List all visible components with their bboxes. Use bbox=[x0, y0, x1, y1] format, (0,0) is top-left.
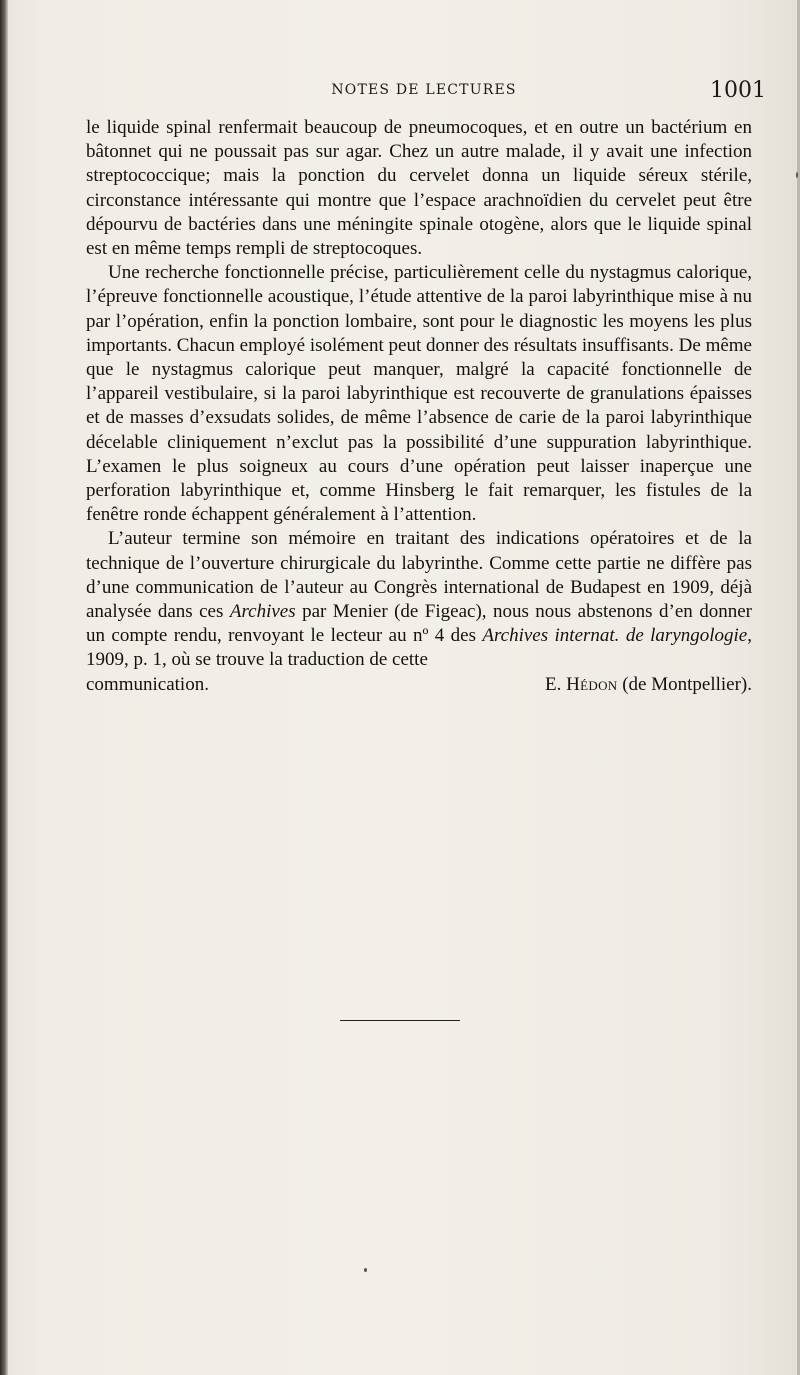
author-place: (de Montpellier). bbox=[622, 673, 752, 695]
page-header bbox=[82, 78, 766, 106]
author-initial: E. bbox=[545, 673, 562, 695]
article-body bbox=[86, 116, 752, 697]
signature-line bbox=[86, 673, 752, 697]
author-name: Hédon bbox=[566, 673, 618, 695]
conclusion-text-2: par Menier (de Figeac), nous nous abstenons d’en donner un compte rendu, renvoyant le lecteur au nº 4 des bbox=[86, 601, 752, 647]
paragraph-conclusion bbox=[86, 527, 752, 672]
print-speck bbox=[364, 1268, 367, 1272]
journal-title-laryngologie: Archives internat. de laryngologie bbox=[482, 625, 748, 647]
conclusion-text-3: , 1909, p. 1, où se trouve la traduction de cette bbox=[86, 625, 752, 671]
paragraph-diagnosis: Une recherche fonctionnelle précise, particulièrement celle du nystagmus calorique, l’épreuve fonctionnelle acoustique, l’étude attentive de la paroi labyrinthique mise à nu par l’opération, enfin la ponction lombaire, sont pour le diagnostic les moyens les plus importants. Chacun employé isolément peut donner des résultats insuffisants. De même que le nystagmus calorique peut manquer, malgré la capacité fonctionnelle de l’appareil vestibulaire, si la paroi labyrinthique est recouverte de granulations épaisses et de masses d’exsudats solides, de même l’absence de carie de la paroi labyrinthique décelable cliniquement n’exclut pas la possibilité d’une suppuration labyrinthique. L’examen le plus soigneux au cours d’une opération peut laisser inaperçue une perforation labyrinthique et, comme Hinsberg le fait remarquer, les fistules de la fenêtre ronde échappent généralement à l’attention. bbox=[86, 262, 752, 526]
book-binding-edge bbox=[0, 0, 8, 1375]
journal-title-archives: Archives bbox=[229, 601, 296, 623]
running-title: NOTES DE LECTURES bbox=[331, 82, 517, 98]
author-signature bbox=[545, 673, 752, 697]
closing-word: communication. bbox=[86, 673, 209, 695]
paragraph-continued: le liquide spinal renfermait beaucoup de pneumocoques, et en outre un bactérium en bâtonnet qui ne poussait pas sur agar. Chez un autre malade, il y avait une infection streptococcique; mais la ponction du cervelet donna un liquide séreux stérile, circonstance intéressante qui montre que l’espace arachnoïdien du cervelet peut être dépourvu de bactéries dans une méningite spinale otogène, alors que le liquide spinal est en même temps rempli de streptocoques. bbox=[86, 117, 752, 260]
print-speck bbox=[796, 172, 798, 178]
page-number: 1001 bbox=[710, 78, 766, 103]
section-end-rule bbox=[340, 1020, 460, 1021]
conclusion-text-1: L’auteur termine son mémoire en traitant des indications opératoires et de la technique de l’ouverture chirurgicale du labyrinthe. Comme cette partie ne diffère pas d’une communication de l’auteur au Congrès international de Budapest en 1909, déjà analysée dans ces bbox=[86, 528, 752, 623]
